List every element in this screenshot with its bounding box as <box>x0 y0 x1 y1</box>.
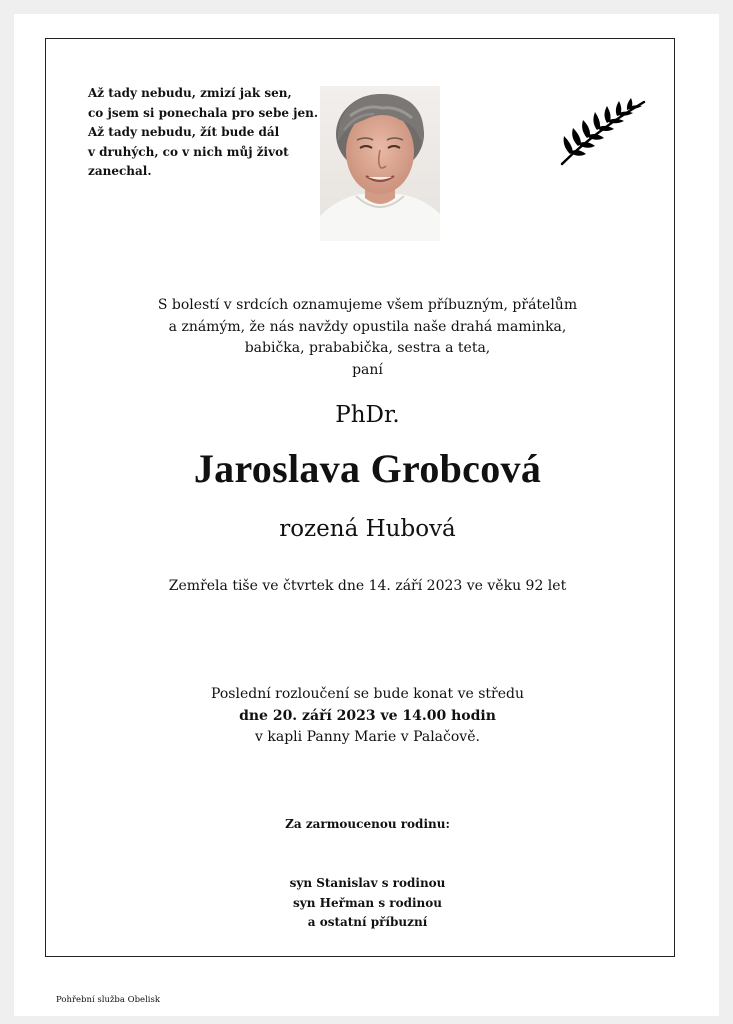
poem-line: Až tady nebudu, žít bude dál <box>88 125 280 139</box>
palm-branch-icon <box>554 96 648 168</box>
portrait-photo <box>320 86 440 241</box>
farewell-date: dne 20. září 2023 ve 14.00 hodin <box>239 707 496 724</box>
intro-line: paní <box>352 361 383 378</box>
deceased-name: Jaroslava Grobcová <box>193 446 542 491</box>
poem-line: v druhých, co v nich můj život <box>88 144 289 159</box>
farewell-place: v kapli Panny Marie v Palačově. <box>255 729 480 745</box>
family-heading: Za zarmoucenou rodinu: <box>285 817 450 831</box>
poem-line: Až tady nebudu, zmizí jak sen, <box>88 86 292 100</box>
death-notice: Zemřela tiše ve čtvrtek dne 14. září 2023 ve věku 92 let <box>168 578 567 594</box>
family-member: a ostatní příbuzní <box>307 915 428 929</box>
family-member: syn Heřman s rodinou <box>293 895 442 910</box>
poem-line: co jsem si ponechala pro sebe jen. <box>88 105 319 120</box>
poem-line: zanechal. <box>88 164 152 178</box>
intro-text <box>45 295 690 381</box>
intro-line: babička, prababička, sestra a teta, <box>244 340 491 356</box>
poem <box>88 84 318 182</box>
intro-line: a známým, že nás navždy opustila naše drahá maminka, <box>168 318 567 335</box>
family-member: syn Stanislav s rodinou <box>289 876 446 890</box>
deceased-maiden-name: rozená Hubová <box>279 516 456 542</box>
intro-line: S bolestí v srdcích oznamujeme všem příbuzným, přátelům <box>157 297 578 313</box>
farewell-line: Poslední rozloučení se bude konat ve středu <box>211 686 524 702</box>
family-list <box>45 874 690 933</box>
deceased-title: PhDr. <box>335 402 400 428</box>
farewell-info <box>45 684 690 749</box>
funeral-service-footer: Pohřební služba Obelisk <box>56 995 161 1005</box>
